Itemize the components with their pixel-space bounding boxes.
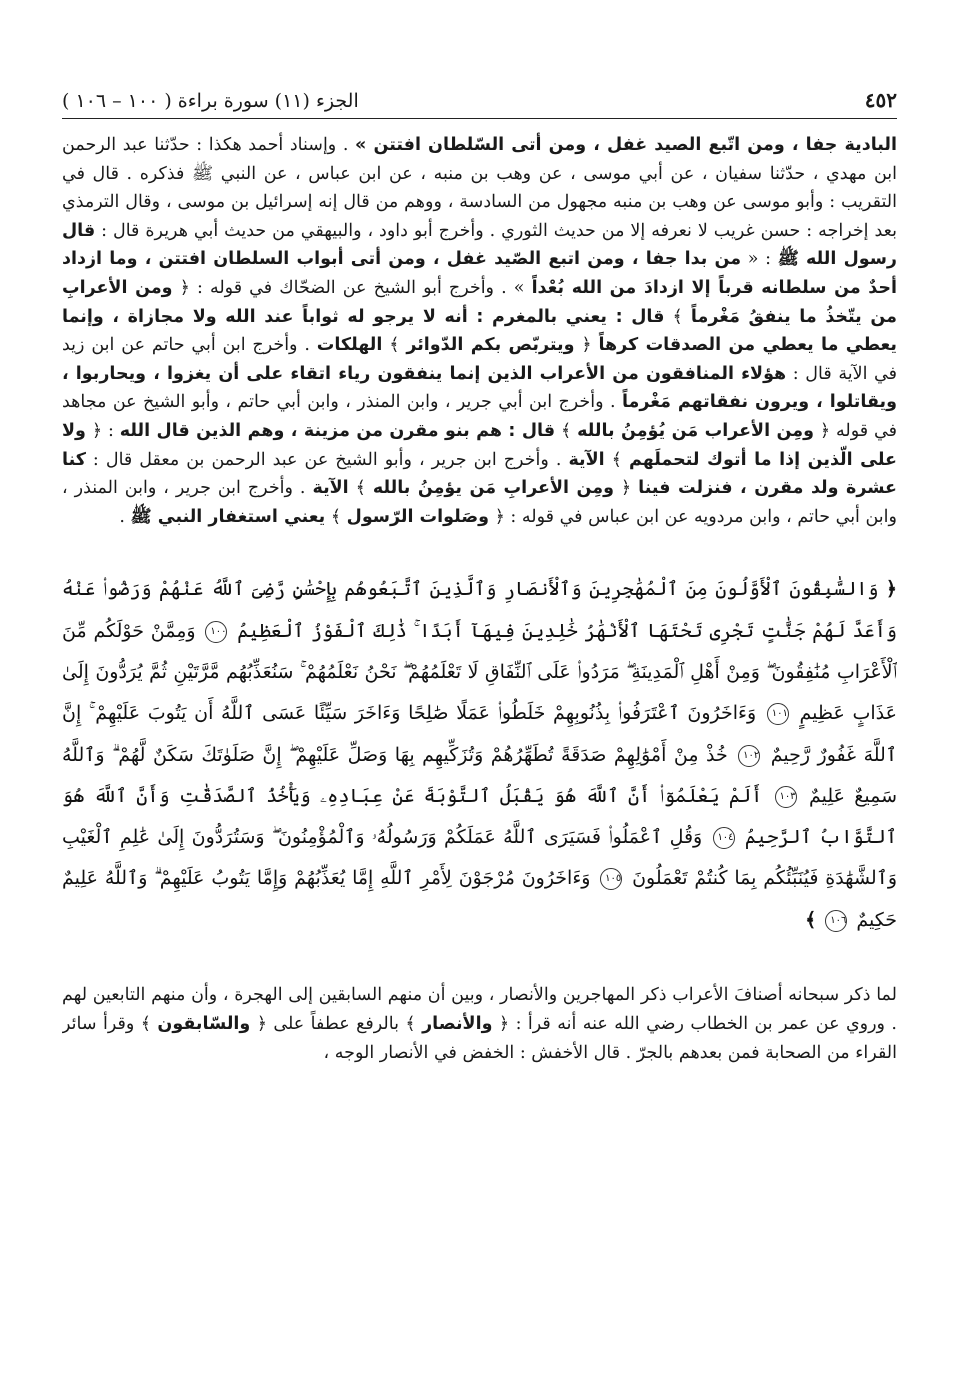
ayah-number-marker: ١٠١: [767, 703, 789, 725]
bold-text-run: والسّابقون: [157, 1013, 251, 1034]
text-run: : «: [741, 249, 778, 270]
ayah-number-marker: ١٠٢: [738, 745, 760, 767]
text-run: . وأخرج ابن جرير ، وأبو الشيخ عن عبد الرحمن بن معقل قال :: [85, 449, 569, 470]
text-run: . وأخرج ابن أبي جرير ، وابن المنذر ، وابن أبي حاتم ، وأبو الشيخ عن مجاهد في قوله ﴿: [62, 392, 897, 441]
text-run: . وإسناد أحمد هكذا : حدّثنا عبد الرحمن ابن مهدي ، حدّثنا سفيان ، عن أبي موسى ، عن وهب بن منبه ، عن ابن عباس ، عن النبي ﷺ فذكره . قال في التقريب : وأبو موسى عن وهب بن منبه مجهول من السادسة ، ووهم من قال إنه إسرائيل بن موسى ، وقال الترمذي بعد إخراجه : حسن غريب لا نعرفه إلا من حديث الثوري . وأخرج أبو داود ، والبيهقي من حديث أبي هريرة قال :: [62, 135, 897, 241]
ayah-text: وَقُلِ ٱعْمَلُوا۟ فَسَيَرَى ٱللَّهُ عَمَلَكُمْ وَرَسُولُهُۥ وَٱلْمُؤْمِنُونَ ۖ وَسَتُرَدُّونَ إِلَىٰ عَٰلِمِ ٱلْغَيْبِ وَٱلشَّهَٰدَةِ فَيُنَبِّئُكُم بِمَا كُنتُمْ تَعْمَلُونَ: [62, 826, 897, 890]
ayah-text: وَءَاخَرُونَ ٱعْتَرَفُوا۟ بِذُنُوبِهِمْ خَلَطُوا۟ عَمَلًا صَٰلِحًا وَءَاخَرَ سَيِّئًا عَسَى ٱللَّهُ أَن يَتُوبَ عَلَيْهِمْ ۚ إِنَّ ٱللَّهَ غَفُورٌ رَّحِيمٌ: [62, 702, 897, 766]
ayah-text: وَالسَّٰبِقُونَ ٱلْأَوَّلُونَ مِنَ ٱلْمُهَٰجِرِينَ وَٱلْأَنصَارِ وَٱلَّذِينَ ٱتَّبَعُوهُم بِإِحْسَٰنٍ رَّضِىَ ٱللَّهُ عَنْهُمْ وَرَضُوا۟ عَنْهُ وَأَعَدَّ لَهُمْ جَنَّٰتٍ تَجْرِى تَحْتَهَا ٱلْأَنْهَٰرُ خَٰلِدِينَ فِيهَآ أَبَدًا ۚ ذَٰلِكَ ٱلْفَوْزُ ٱلْعَظِيمُ: [62, 578, 897, 642]
bold-text-run: البادية جفا ، ومن اتّبع الصيد غفل ، ومن أتى السّلطان افتتن »: [355, 135, 897, 155]
text-run: ﴾: [604, 449, 629, 470]
bold-text-run: ولا على الّذين إذا ما أتوك لتحملَهم: [62, 420, 897, 470]
running-title: الجزء (١١) سورة براءة ( ١٠٠ – ١٠٦ ): [62, 90, 359, 112]
text-run: ﴾: [555, 420, 578, 441]
text-run: : ﴿: [85, 420, 120, 441]
bold-text-run: يعني استغفار النبي ﷺ: [130, 506, 326, 527]
bold-text-run: الهلكات: [316, 335, 383, 356]
text-run: ﴾ وقرأ سائر القراء من الصحابة فمن بعدهم بالجرّ . قال الأخفش : الخفض في الأنصار الوجه ،: [62, 1013, 897, 1063]
ayah-number-marker: ١٠٥: [600, 868, 622, 890]
ayah-text: خُذْ مِنْ أَمْوَٰلِهِمْ صَدَقَةً تُطَهِّرُهُمْ وَتُزَكِّيهِم بِهَا وَصَلِّ عَلَيْهِمْ ۖ إِنَّ صَلَوٰتَكَ سَكَنٌ لَّهُمْ ۗ وَٱللَّهُ سَمِيعٌ عَلِيمٌ: [62, 743, 897, 807]
commentary-passage-1: [62, 131, 897, 531]
bold-text-run: قال رسول الله ﷺ: [62, 220, 897, 270]
bold-text-run: والأنصار: [422, 1013, 493, 1034]
text-run: .: [119, 506, 131, 527]
text-run: ﴾: [348, 478, 373, 499]
quran-close-bracket: ﴾: [805, 908, 817, 931]
bold-text-run: الآية: [568, 449, 605, 470]
ayah-number-marker: ١٠٠: [205, 621, 227, 643]
paragraph-2: [62, 981, 897, 1068]
bold-text-run: ومِن الأعرابِ مَن يؤمِنُ بالله: [372, 478, 614, 499]
text-run: ﴾: [664, 306, 691, 327]
text-run: ﴾: [382, 335, 407, 356]
book-page: [62, 86, 897, 1356]
bold-text-run: قال : يعني بالمغرم : أنه لا يرجو له ثواباً عند الله ولا مجازاة ، وإنما يعطي ما يعطي من الصدقات كرهاً: [62, 306, 897, 356]
bold-text-run: ومِن الأعراب مَن يُؤمِنُ بالله: [577, 420, 814, 441]
text-run: » . وأخرج أبو الشيخ عن الضحّاك في قوله : ﴿: [172, 277, 532, 298]
bold-text-run: هؤلاء المنافقون من الأعراب الذين إنما ينفقون رياء اتقاء على أن يغزوا ، ويحاربوا ، ويقاتلوا ، ويرون نفقاتهم مَغْرماً: [62, 363, 897, 413]
quran-verses-block: [62, 569, 897, 941]
text-run: لما ذكر سبحانه أصنافَ الأعراب ذكر المهاجرين والأنصار ، وبين أن منهم السابقين إلى الهجرة ، وأن منهم التابعين لهم . وروي عن عمر بن الخطاب رضي الله عنه أنه قرأ : ﴿: [62, 984, 897, 1034]
text-run: ﴿: [574, 335, 599, 356]
bold-text-run: وصَلوات الرّسول: [346, 506, 490, 527]
ayah-text: أَلَمْ يَعْلَمُوٓا۟ أَنَّ ٱللَّهَ هُوَ يَقْبَلُ ٱلتَّوْبَةَ عَنْ عِبَادِهِۦ وَيَأْخُذُ ٱلصَّدَقَٰتِ وَأَنَّ ٱللَّهَ هُوَ ٱلتَّوَّابُ ٱلرَّحِيمُ: [62, 784, 897, 849]
text-run: ﴾: [325, 506, 347, 527]
paragraph-1: [62, 131, 897, 531]
quran-open-bracket: ﴿: [885, 578, 897, 601]
commentary-passage-2: [62, 981, 897, 1068]
bold-text-run: قال : هم بنو مقرن من مزينة ، وهم الذين قال الله: [119, 420, 556, 441]
bold-text-run: كنا عشرة ولد مقرن ، فنزلت فينا: [62, 449, 897, 499]
ayah-number-marker: ١٠٦: [825, 910, 847, 932]
quran-verses: [62, 569, 897, 941]
ayah-text: وَمِمَّنْ حَوْلَكُم مِّنَ ٱلْأَعْرَابِ مُنَٰفِقُونَ ۖ وَمِنْ أَهْلِ ٱلْمَدِينَةِ ۖ مَرَدُوا۟ عَلَى ٱلنِّفَاقِ لَا تَعْلَمُهُمْ ۖ نَحْنُ نَعْلَمُهُمْ ۚ سَنُعَذِّبُهُم مَّرَّتَيْنِ ثُمَّ يُرَدُّونَ إِلَىٰ عَذَابٍ عَظِيمٍ: [62, 619, 897, 725]
text-run: . وأخرج ابن جرير ، وابن المنذر ، وابن أبي حاتم ، وابن مردويه عن ابن عباس في قوله : ﴿: [62, 478, 897, 527]
bold-text-run: ومن الأعرابِ من يتّخذُ ما ينفقُ مَغْرماً: [62, 277, 897, 327]
text-run: ﴿: [613, 478, 639, 499]
page-number: ٤٥٢: [864, 88, 897, 112]
page-header: [62, 86, 897, 119]
ayah-number-marker: ١٠٤: [713, 827, 735, 849]
bold-text-run: من بدا جفا ، ومن اتبع الصّيد غفل ، ومن أتى أبواب السلطان افتتن ، وما ازداد أحدٌ من سلطانه قرباً إلا ازدادَ من الله بُعْداً: [62, 249, 897, 298]
ayah-number-marker: ١٠٣: [775, 786, 797, 808]
text-run: . وأخرج ابن أبي حاتم عن ابن زيد في الآية قال :: [62, 335, 897, 384]
bold-text-run: ويتربّص بكم الدّوائر: [406, 335, 575, 356]
ayah-text: وَءَاخَرُونَ مُرْجَوْنَ لِأَمْرِ ٱللَّهِ إِمَّا يُعَذِّبُهُمْ وَإِمَّا يَتُوبُ عَلَيْهِمْ ۗ وَٱللَّهُ عَلِيمٌ حَكِيمٌ: [62, 867, 897, 931]
bold-text-run: الآية: [312, 478, 349, 499]
text-run: ﴾ بالرفع عطفاً على ﴿: [250, 1013, 423, 1034]
